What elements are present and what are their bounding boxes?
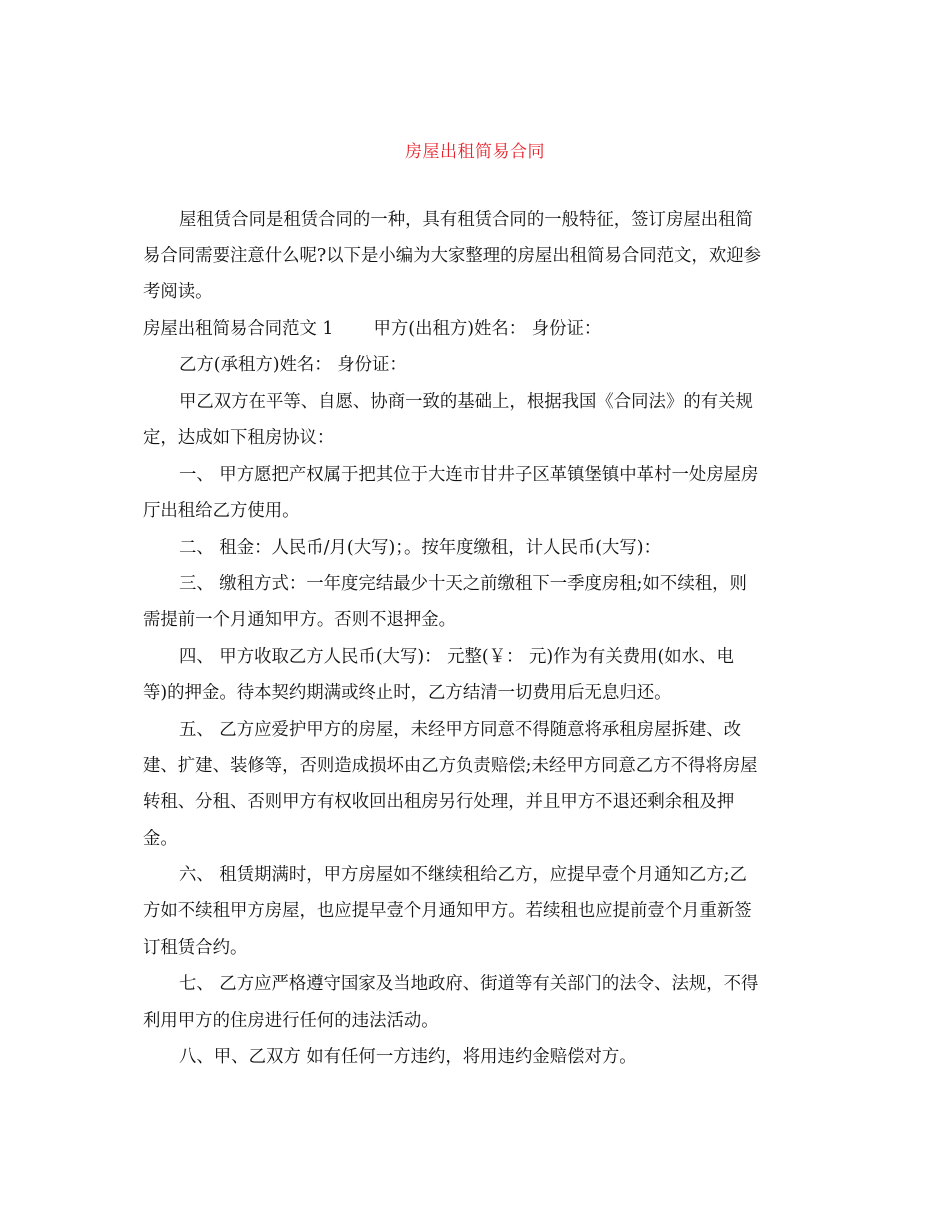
paragraph-line: 易合同需要注意什么呢?以下是小编为大家整理的房屋出租简易合同范文，欢迎参 — [143, 246, 761, 266]
paragraph-line: 定，达成如下租房协议： — [143, 428, 335, 448]
paragraph-line: 屋租赁合同是租赁合同的一种，具有租赁合同的一般特征，签订房屋出租简 — [179, 210, 753, 230]
clause-line: 六、 租赁期满时，甲方房屋如不继续租给乙方，应提早壹个月通知乙方;乙 — [179, 865, 747, 885]
clause-line: 需提前一个月通知甲方。否则不退押金。 — [143, 610, 457, 630]
paragraph-line: 考阅读。 — [143, 282, 213, 302]
clause-line: 三、 缴租方式：一年度完结最少十天之前缴租下一季度房租;如不续租，则 — [179, 574, 747, 594]
clause-line: 八、甲、乙双方 如有任何一方违约，将用违约金赔偿对方。 — [179, 1047, 637, 1067]
party-a-label: 甲方(出租方)姓名： 身份证： — [373, 319, 602, 339]
paragraph-line: 甲乙双方在平等、自愿、协商一致的基础上，根据我国《合同法》的有关规 — [179, 392, 753, 412]
contract-heading-line — [143, 318, 601, 340]
clause-line: 方如不续租甲方房屋，也应提早壹个月通知甲方。若续租也应提前壹个月重新签 — [143, 901, 752, 921]
clause-line: 一、 甲方愿把产权属于把其位于大连市甘井子区革镇堡镇中革村一处房屋房 — [179, 465, 759, 485]
clause-line: 建、扩建、装修等，否则造成损坏由乙方负责赔偿;未经甲方同意乙方不得将房屋 — [143, 756, 758, 776]
clause-line: 四、 甲方收取乙方人民币(大写)： 元整(￥： 元)作为有关费用(如水、电 — [179, 647, 734, 667]
clause-line: 金。 — [143, 829, 178, 849]
clause-line: 厅出租给乙方使用。 — [143, 501, 300, 521]
document-title: 房屋出租简易合同 — [405, 142, 545, 162]
clause-line: 转租、分租、否则甲方有权收回出租房另行处理，并且甲方不退还剩余租及押 — [143, 792, 735, 812]
clause-line: 等)的押金。待本契约期满或终止时，乙方结清一切费用后无息归还。 — [143, 683, 672, 703]
clause-line: 利用甲方的住房进行任何的违法活动。 — [143, 1011, 439, 1031]
contract-sample-label: 房屋出租简易合同范文 1 — [143, 319, 334, 339]
clause-line: 七、 乙方应严格遵守国家及当地政府、街道等有关部门的法令、法规，不得 — [179, 974, 759, 994]
clause-line: 五、 乙方应爱护甲方的房屋，未经甲方同意不得随意将承租房屋拆建、改 — [179, 720, 742, 740]
clause-line: 二、 租金：人民币/月(大写)；。按年度缴租，计人民币(大写)： — [179, 538, 661, 558]
clause-line: 订租赁合约。 — [143, 938, 248, 958]
party-b-line: 乙方(承租方)姓名： 身份证： — [179, 355, 407, 375]
